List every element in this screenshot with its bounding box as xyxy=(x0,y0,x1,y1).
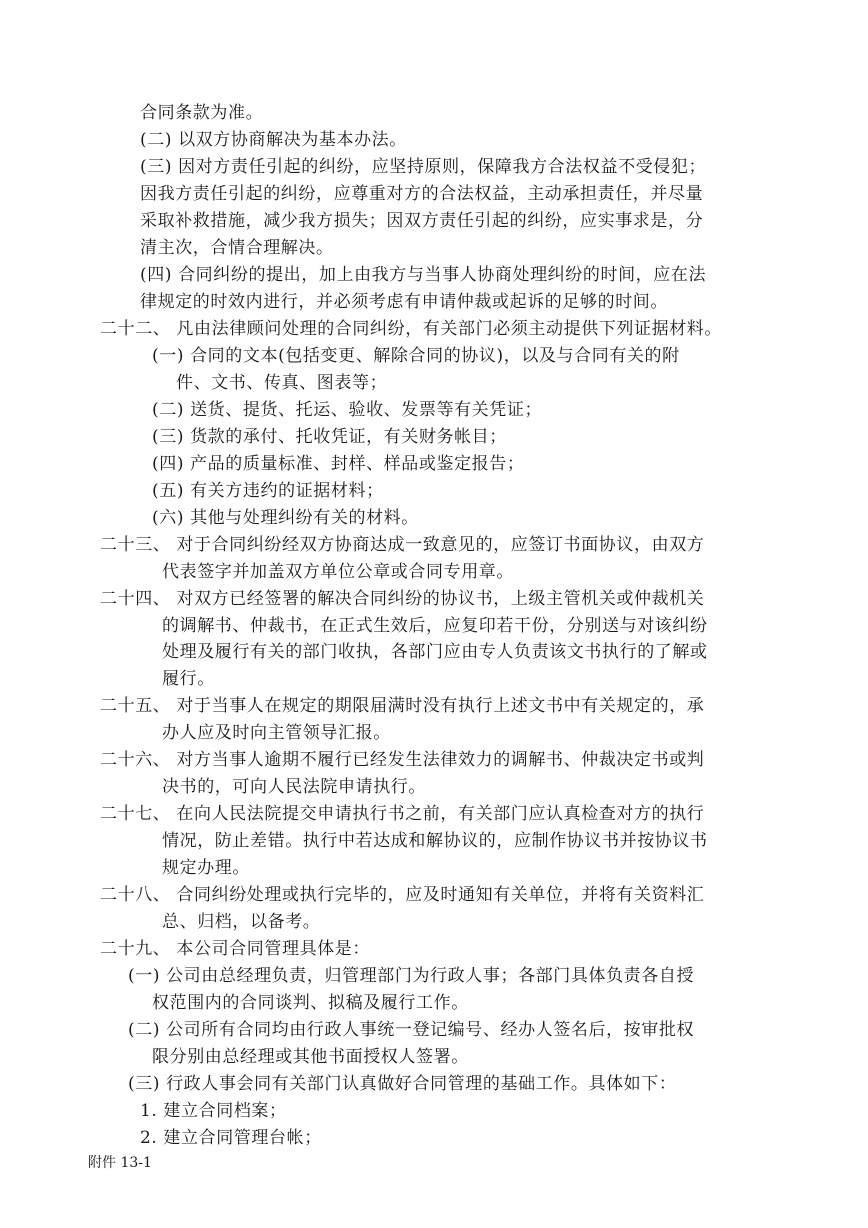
text-line: 决书的，可向人民法院申请执行。 xyxy=(162,777,426,797)
section-heading: 二十三、 对于合同纠纷经双方协商达成一致意见的，应签订书面协议，由双方 xyxy=(100,535,705,555)
text-line: (三) 货款的承付、托收凭证，有关财务帐目； xyxy=(152,427,507,447)
section-heading: 二十六、 对方当事人逾期不履行已经发生法律效力的调解书、仲裁决定书或判 xyxy=(100,750,705,770)
text-line: 代表签字并加盖双方单位公章或合同专用章。 xyxy=(162,562,514,582)
section-heading: 二十二、 凡由法律顾问处理的合同纠纷，有关部门必须主动提供下列证据材料。 xyxy=(100,319,723,339)
text-line: (二) 以双方协商解决为基本办法。 xyxy=(140,130,407,150)
text-line: 权范围内的合同谈判、拟稿及履行工作。 xyxy=(152,993,469,1013)
text-line: 的调解书、仲裁书，在正式生效后，应复印若干份，分别送与对该纠纷 xyxy=(162,616,708,636)
text-line: 情况，防止差错。执行中若达成和解协议的，应制作协议书并按协议书 xyxy=(162,831,708,851)
text-line: 办人应及时向主管领导汇报。 xyxy=(162,723,391,743)
text-line: (五) 有关方违约的证据材料； xyxy=(152,481,384,501)
text-line: 件、文书、传真、图表等； xyxy=(176,373,388,393)
text-line: 总、归档，以备考。 xyxy=(162,912,321,932)
text-line: 限分别由总经理或其他书面授权人签署。 xyxy=(152,1047,469,1067)
text-line: (二) 送货、提货、托运、验收、发票等有关凭证； xyxy=(152,400,543,420)
section-heading: 二十五、 对于当事人在规定的期限届满时没有执行上述文书中有关规定的，承 xyxy=(100,696,705,716)
text-line: 1. 建立合同档案； xyxy=(140,1101,287,1121)
text-line: 2. 建立合同管理台帐； xyxy=(140,1128,322,1148)
text-line: 处理及履行有关的部门收执，各部门应由专人负责该文书执行的了解或 xyxy=(162,642,708,662)
text-line: (四) 合同纠纷的提出，加上由我方与当事人协商处理纠纷的时间，应在法 xyxy=(140,265,707,285)
text-line: 因我方责任引起的纠纷，应尊重对方的合法权益，主动承担责任，并尽量 xyxy=(140,184,704,204)
section-heading: 二十八、 合同纠纷处理或执行完毕的，应及时通知有关单位，并将有关资料汇 xyxy=(100,885,705,905)
text-line: 合同条款为准。 xyxy=(140,103,264,123)
text-line: 履行。 xyxy=(162,669,215,689)
page-footer: 附件 13-1 xyxy=(88,1155,152,1171)
text-line: (四) 产品的质量标准、封样、样品或鉴定报告； xyxy=(152,454,525,474)
section-heading: 二十七、 在向人民法院提交申请执行书之前，有关部门应认真检查对方的执行 xyxy=(100,804,705,824)
text-line: 采取补救措施，减少我方损失；因双方责任引起的纠纷，应实事求是，分 xyxy=(140,211,704,231)
text-line: 规定办理。 xyxy=(162,858,250,878)
text-line: (二) 公司所有合同均由行政人事统一登记编号、经办人签名后，按审批权 xyxy=(128,1020,695,1040)
section-heading: 二十九、 本公司合同管理具体是： xyxy=(100,939,371,959)
text-line: (三) 因对方责任引起的纠纷，应坚持原则，保障我方合法权益不受侵犯； xyxy=(140,157,707,177)
section-heading: 二十四、 对双方已经签署的解决合同纠纷的协议书，上级主管机关或仲裁机关 xyxy=(100,589,705,609)
text-line: 清主次，合情合理解决。 xyxy=(140,238,334,258)
text-line: 律规定的时效内进行，并必须考虑有申请仲裁或起诉的足够的时间。 xyxy=(140,292,668,312)
text-line: (一) 公司由总经理负责，归管理部门为行政人事；各部门具体负责各自授 xyxy=(128,966,695,986)
text-line: (三) 行政人事会同有关部门认真做好合同管理的基础工作。具体如下： xyxy=(128,1074,677,1094)
text-line: (六) 其他与处理纠纷有关的材料。 xyxy=(152,508,419,528)
text-line: (一) 合同的文本(包括变更、解除合同的协议)，以及与合同有关的附 xyxy=(152,346,680,366)
